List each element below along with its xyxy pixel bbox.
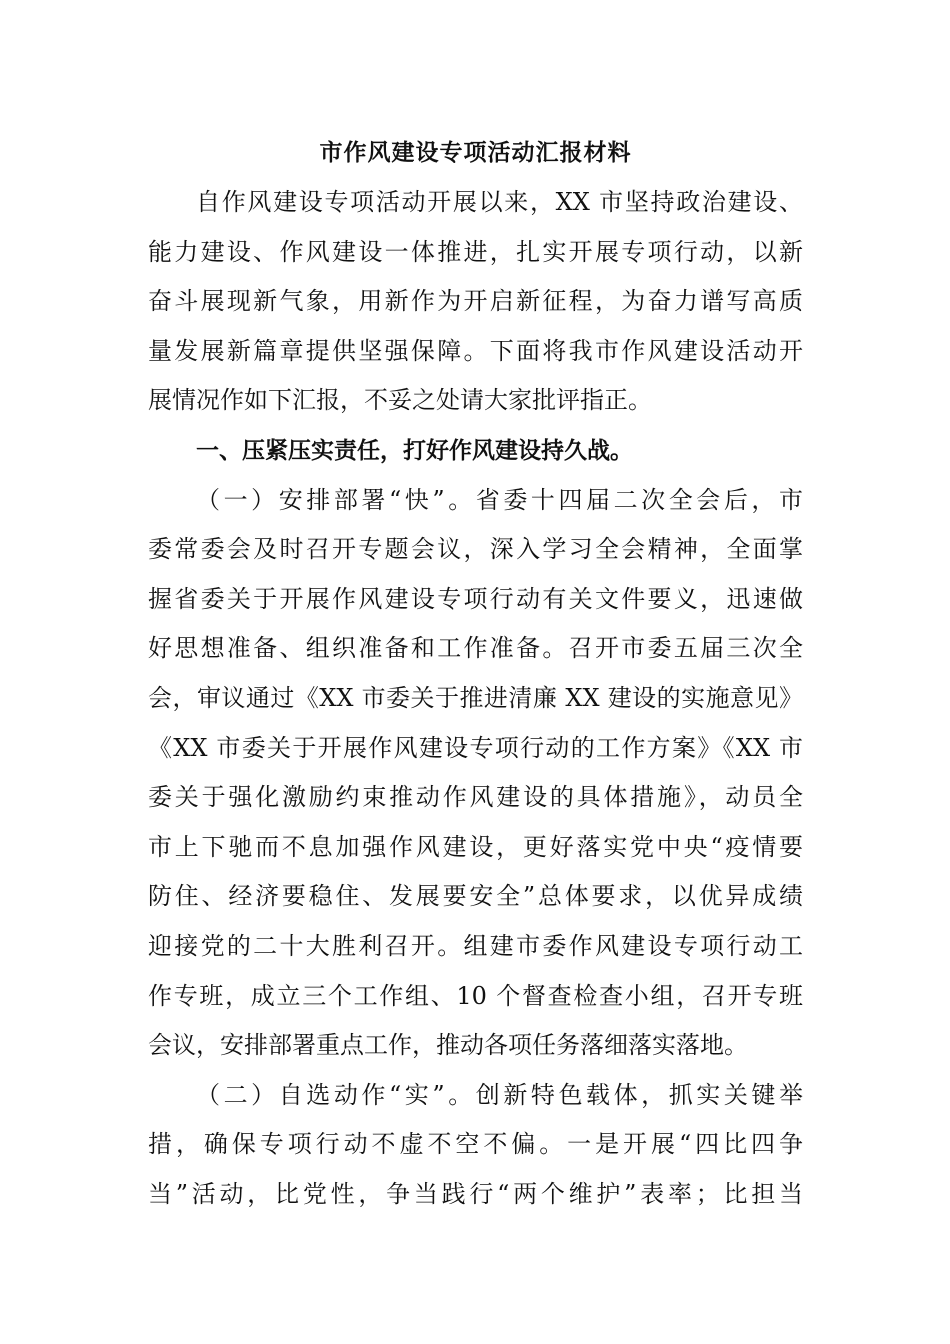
intro-line: 奋斗展现新气象，用新作为开启新征程，为奋力谱写高质 bbox=[148, 287, 803, 316]
paragraph-line: 市上下驰而不息加强作风建设，更好落实党中央“疫情要 bbox=[148, 832, 803, 861]
paragraph-line: 防住、经济要稳住、发展要安全”总体要求，以优异成绩 bbox=[148, 882, 803, 911]
intro-line: 自作风建设专项活动开展以来，XX 市坚持政治建设、 bbox=[196, 188, 803, 216]
intro-line: 量发展新篇章提供坚强保障。下面将我市作风建设活动开 bbox=[148, 336, 803, 365]
paragraph-line: 委关于强化激励约束推动作风建设的具体措施》，动员全 bbox=[148, 783, 803, 812]
paragraph-line: 迎接党的二十大胜利召开。组建市委作风建设专项行动工 bbox=[148, 931, 803, 960]
section-heading-1: 一、压紧压实责任，打好作风建设持久战。 bbox=[196, 436, 633, 464]
document-page bbox=[148, 128, 803, 1219]
paragraph-line: （一）安排部署“快”。省委十四届二次全会后，市 bbox=[196, 485, 803, 514]
paragraph-line: 握省委关于开展作风建设专项行动有关文件要义，迅速做 bbox=[148, 584, 803, 613]
paragraph-line: 当”活动，比党性，争当践行“两个维护”表率；比担当 bbox=[148, 1179, 803, 1208]
paragraph-arrangement bbox=[148, 476, 803, 1071]
intro-line: 展情况作如下汇报，不妥之处请大家批评指正。 bbox=[148, 386, 652, 415]
document-title: 市作风建设专项活动汇报材料 bbox=[319, 139, 632, 166]
paragraph-line: 《XX 市委关于开展作风建设专项行动的工作方案》《XX 市 bbox=[148, 733, 803, 762]
paragraph-line: 作专班，成立三个工作组、10 个督查检查小组，召开专班 bbox=[148, 981, 803, 1010]
paragraph-line: 措，确保专项行动不虚不空不偏。一是开展“四比四争 bbox=[148, 1130, 803, 1159]
paragraph-optional-actions bbox=[148, 1071, 803, 1220]
paragraph-line: （二）自选动作“实”。创新特色载体，抓实关键举 bbox=[196, 1080, 803, 1109]
intro-paragraph bbox=[148, 178, 803, 426]
paragraph-line: 会议，安排部署重点工作，推动各项任务落细落实落地。 bbox=[148, 1031, 748, 1060]
paragraph-line: 委常委会及时召开专题会议，深入学习全会精神，全面掌 bbox=[148, 535, 803, 564]
paragraph-line: 好思想准备、组织准备和工作准备。召开市委五届三次全 bbox=[148, 634, 803, 663]
intro-line: 能力建设、作风建设一体推进，扎实开展专项行动，以新 bbox=[148, 237, 803, 266]
paragraph-line: 会，审议通过《XX 市委关于推进清廉 XX 建设的实施意见》 bbox=[148, 683, 803, 712]
